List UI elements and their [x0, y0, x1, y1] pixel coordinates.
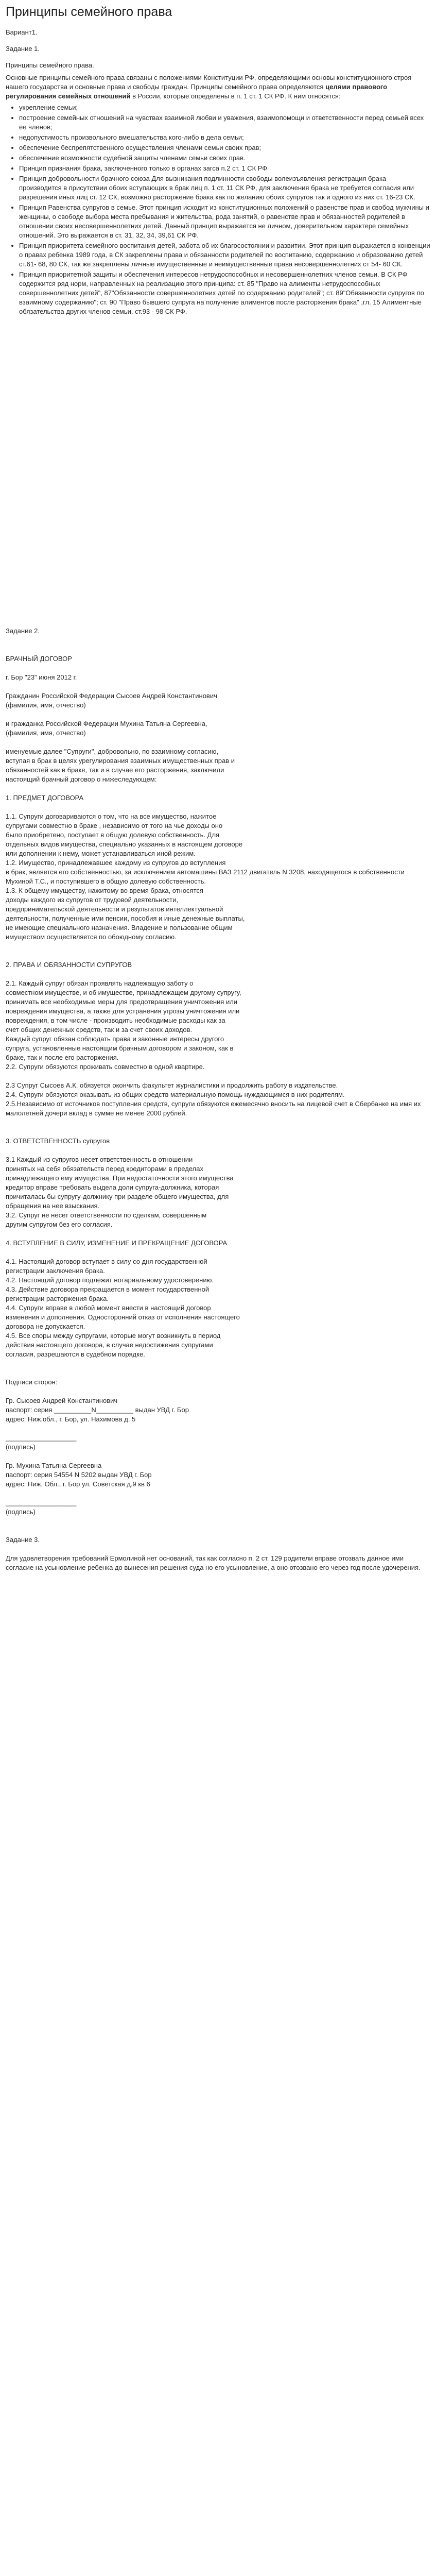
- list-item: • обеспечение возможности судебной защиты членами семьи своих прав.: [19, 154, 430, 163]
- contract-line: согласия, разрешаются в судебном порядке.: [6, 1350, 145, 1358]
- contract-line: причиталась бы супругу-должнику при разделе общего имущества, для: [6, 1193, 229, 1200]
- contract-line: 2.3 Супруг Сысоев А.К. обязуется окончить факультет журналистики и продолжить работу в издательстве.: [6, 1081, 338, 1089]
- contract-line: другим супругом без его согласия.: [6, 1221, 113, 1228]
- intro-bold-text: целями правового регулирования семейных отношений: [6, 83, 388, 100]
- contract-line: обращения на нее взыскания.: [6, 1202, 100, 1210]
- contract-line: регистрации заключения брака.: [6, 1267, 105, 1275]
- contract-line: 1.1. Супруги договариваются о том, что на все имущество, нажитое: [6, 812, 217, 820]
- contract-line: 3.2. Супруг не несет ответственности по сделкам, совершенным: [6, 1211, 207, 1219]
- contract-line: супругами совместно в браке , независимо от того на чье доходы оно: [6, 822, 223, 829]
- contract-line: действия настоящего договора, в случае недостижения супругами: [6, 1341, 213, 1349]
- contract-line: было приобретено, поступает в общую долевую собственность. Для: [6, 831, 220, 839]
- signatures-heading: Подписи сторон:: [6, 1378, 58, 1386]
- contract-line: 2.5.Независимо от источников поступления средств, супруги обязуются ежемесячно вносить на лицевой счет в Сбербанке на имя их малолетней дочери вклад в сумме не менее 2000 рублей.: [6, 1100, 421, 1117]
- list-item: • Принцип приоритета семейного воспитания детей, забота об их благосостоянии и развитии. Этот принцип выражается в конвенции о правах ребенка 1989 года, в СК закреплены права и обязанности родителей по воспитанию, содержанию и образованию детей ст.61- 68, 80 СК, так же закреплены личные имущественные и неимущественные права несовершеннолетних ст 54- 60 СК.: [19, 241, 430, 269]
- preamble-line: именуемые далее "Супруги", добровольно, по взаимному согласию,: [6, 748, 219, 755]
- contract-line: браке, так и после его расторжения.: [6, 1054, 119, 1061]
- preamble-line: вступая в брак в целях урегулирования взаимных имущественных прав и: [6, 757, 235, 765]
- party-1: Гражданин Российской Федерации Сысоев Андрей Константинович: [6, 692, 217, 700]
- contract-line: Каждый супруг обязан соблюдать права и законные интересы другого: [6, 1035, 224, 1043]
- task-1: [6, 44, 430, 316]
- section-3-heading: 3. ОТВЕТСТВЕННОСТЬ супругов: [6, 1137, 110, 1145]
- list-item: • Принцип приоритетной защиты и обеспечения интересов нетрудоспособных и несовершеннолетних членов семьи. В СК РФ содержится ряд норм, направленных на реализацию этого принципа: ст. 85 "Право на алименты нетрудоспособных совершеннолетних детей", 87"Обязанности совершеннолетних детей по содержанию родителей"; ст. 89"Обязанности супругов по взаимному содержанию"; ст. 90 "Право бывшего супруга на получение алиментов после расторжения брака" ,гл. 15 Алиментные обязательства других членов семьи. ст.93 - 98 СК РФ.: [19, 270, 430, 316]
- task-1-heading: Задание 1.: [6, 45, 40, 53]
- contract-line: предпринимательской деятельности и результатов интеллектуальной: [6, 905, 223, 913]
- contract-line: кредитор вправе требовать выдела доли супруга-должника, которая: [6, 1183, 219, 1191]
- signature-label: (подпись): [6, 1443, 36, 1451]
- contract-line: супруга, установленные настоящим брачным договором и законом, как в: [6, 1044, 234, 1052]
- contract-place-date: г. Бор "23" июня 2012 г.: [6, 673, 77, 681]
- party-2-address: адрес: Ниж. Обл., г. Бор ул. Советская д.9 кв 6: [6, 1480, 150, 1488]
- contract-line: 1.3. К общему имуществу, нажитому во время брака, относятся: [6, 887, 203, 894]
- contract-line: 2.4. Супруги обязуются оказывать из общих средств материальную помощь нуждающимся в них родителям.: [6, 1091, 345, 1098]
- signature-line: ___________________: [6, 1499, 77, 1506]
- contract-line: принимать все необходимые меры для предотвращения уничтожения или: [6, 998, 238, 1006]
- party-2: и гражданка Российской Федерации Мухина Татьяна Сергеевна,: [6, 720, 207, 727]
- list-item: • построение семейных отношений на чувствах взаимной любви и уважения, взаимопомощи и ответственности перед семьей всех ее членов;: [19, 113, 430, 132]
- contract-line: в брак, является его собственностью, за исключением автомашины ВАЗ 2112 двигатель N 3208, находящегося в собственности Мухиной Т.С., и поступившего в общую долевую собственность.: [6, 868, 405, 885]
- contract-line: принятых на себя обязательств перед кредиторами в пределах: [6, 1165, 203, 1173]
- blank-space: [6, 317, 430, 626]
- section-4-heading: 4. ВСТУПЛЕНИЕ В СИЛУ, ИЗМЕНЕНИЕ И ПРЕКРАЩЕНИЕ ДОГОВОРА: [6, 1239, 228, 1247]
- task-3: [6, 1535, 430, 1572]
- preamble-line: обязанностей как в браке, так и в случае его расторжения, заключили: [6, 766, 224, 774]
- contract-line: имуществом осуществляется по обоюдному согласию.: [6, 933, 177, 941]
- contract-line: отдельных видов имущества, специально указанных в настоящем договоре: [6, 840, 243, 848]
- contract-line: 4.2. Настоящий договор подлежит нотариальному удостоверению.: [6, 1276, 214, 1284]
- section-1-heading: 1. ПРЕДМЕТ ДОГОВОРА: [6, 794, 84, 802]
- contract-line: или дополнении к нему, может устанавливаться иной режим.: [6, 850, 196, 857]
- party-1-note: (фамилия, имя, отчество): [6, 701, 86, 709]
- party-1-address: адрес: Ниж.обл., г. Бор, ул. Нахимова д. 5: [6, 1415, 136, 1423]
- signature-label: (подпись): [6, 1508, 36, 1516]
- list-item: • Принцип добровольности брачного союза Для вызникания подлинности свободы волеизъявления регистрация брака производится в присутствии обоих вступающих в брак лиц п. 1 ст. 11 СК РФ, для заключения брака не требуется согласия или разрешения иных лиц ст. 12 СК, возможно расторжение брака как по желанию обоих супругов так и одного из них ст. 16-23 СК.: [19, 174, 430, 202]
- section-2-heading: 2. ПРАВА И ОБЯЗАННОСТИ СУПРУГОВ: [6, 961, 132, 969]
- list-item: • укрепление семьи;: [19, 103, 430, 112]
- party-2-note: (фамилия, имя, отчество): [6, 729, 86, 737]
- preamble-line: настоящий брачный договор о нижеследующем:: [6, 775, 157, 783]
- contract-line: изменения и дополнения. Односторонний отказ от исполнения настоящего: [6, 1313, 240, 1321]
- task-2-heading: Задание 2.: [6, 627, 40, 635]
- list-item: • недопустимость произвольного вмешательства кого-либо в дела семьи;: [19, 133, 430, 142]
- contract-line: 4.5. Все споры между супругами, которые могут возникнуть в период: [6, 1332, 221, 1340]
- contract-line: 2.2. Супруги обязуются проживать совместно в одной квартире.: [6, 1063, 205, 1071]
- list-item: • обеспечение беспрепятственного осуществления членами семьи своих прав;: [19, 143, 430, 152]
- party-2-passport: паспорт: серия 54554 N 5202 выдан УВД г. Бор: [6, 1471, 152, 1479]
- contract-line: счет общих денежных средств, так и за счет своих доходов.: [6, 1026, 193, 1033]
- contract-line: 4.4. Супруги вправе в любой момент внести в настоящий договор: [6, 1304, 211, 1312]
- contract-line: доходы каждого из супругов от трудовой деятельности,: [6, 896, 179, 904]
- contract-line: совместном имуществе, и об имуществе, принадлежащем другому супругу,: [6, 989, 241, 996]
- list-item: • Принцип Равенства супругов в семье. Этот принцип исходит из конституционных положений о равенстве прав и свобод мужчины и женщины, о свободе выбора места пребывания и жительства, рода занятий, о равенстве прав и обязанностей родителей в отношении своих несовершеннолетних детей. Данный принцип выражается не личном, доверительном характере семейных отношений. Это выражается в ст. 31, 32, 34, 39,61 СК РФ.: [19, 203, 430, 240]
- principles-list: [6, 103, 430, 316]
- task-3-heading: Задание 3.: [6, 1536, 40, 1544]
- task-1-intro: [6, 73, 430, 101]
- contract-line: 1.2. Имущество, принадлежавшее каждому из супругов до вступления: [6, 859, 226, 867]
- contract-line: принадлежащего ему имущества. При недостаточности этого имущества: [6, 1174, 234, 1182]
- task-2: [6, 626, 430, 1517]
- contract-line: повреждения имущества, а также для устранения угрозы уничтожения или: [6, 1007, 240, 1015]
- contract-line: 2.1. Каждый супруг обязан проявлять надлежащую заботу о: [6, 979, 194, 987]
- contract-line: 4.1. Настоящий договор вступает в силу со дня государственной: [6, 1258, 207, 1265]
- signature-line: ___________________: [6, 1434, 77, 1442]
- task-3-text: Для удовлетворения требований Ермолиной нет оснований, так как согласно п. 2 ст. 129 родители вправе отозвать данное ими согласие на усыновление ребенка до вынесения решения суда но его усыновление, а оно отозвано его через год после удочерения.: [6, 1554, 421, 1571]
- intro-text-end: в России, которые определены в п. 1 ст. 1 СК РФ. К ним относятся:: [130, 92, 341, 100]
- variant-label: Вариант1.: [6, 28, 38, 36]
- list-item: • Принцип признания брака, заключенного только в органах загса п.2 ст. 1 СК РФ: [19, 164, 430, 173]
- party-2-name: Гр. Мухина Татьяна Сергеевна: [6, 1462, 102, 1469]
- page-title: Принципы семейного права: [6, 5, 172, 19]
- party-1-passport: паспорт: серия __________N__________ выдан УВД г. Бор: [6, 1406, 189, 1414]
- contract-line: 4.3. Действие договора прекращается в момент государственной: [6, 1285, 210, 1293]
- contract-title: БРАЧНЫЙ ДОГОВОР: [6, 655, 72, 663]
- contract-line: 3.1 Каждый из супругов несет ответственность в отношении: [6, 1156, 193, 1163]
- intro-text: Основные принципы семейного права связаны с положениями Конституции РФ, определяющими основы конституционного строя нашего государства и основные права и свободы граждан. Принципы семейного права определяются: [6, 74, 412, 91]
- party-1-name: Гр. Сысоев Андрей Константинович: [6, 1397, 118, 1404]
- contract-line: деятельности, полученные ими пенсии, пособия и иные денежные выплаты,: [6, 914, 245, 922]
- contract-line: не имеющие специального назначения. Владение и пользование общим: [6, 924, 233, 931]
- contract-line: повреждения, в том числе - производить необходимые расходы как за: [6, 1016, 225, 1024]
- contract-line: договора не допускается.: [6, 1323, 85, 1330]
- task-1-subtitle: Принципы семейного права.: [6, 61, 94, 69]
- contract-line: регистрации расторжения брака.: [6, 1295, 109, 1302]
